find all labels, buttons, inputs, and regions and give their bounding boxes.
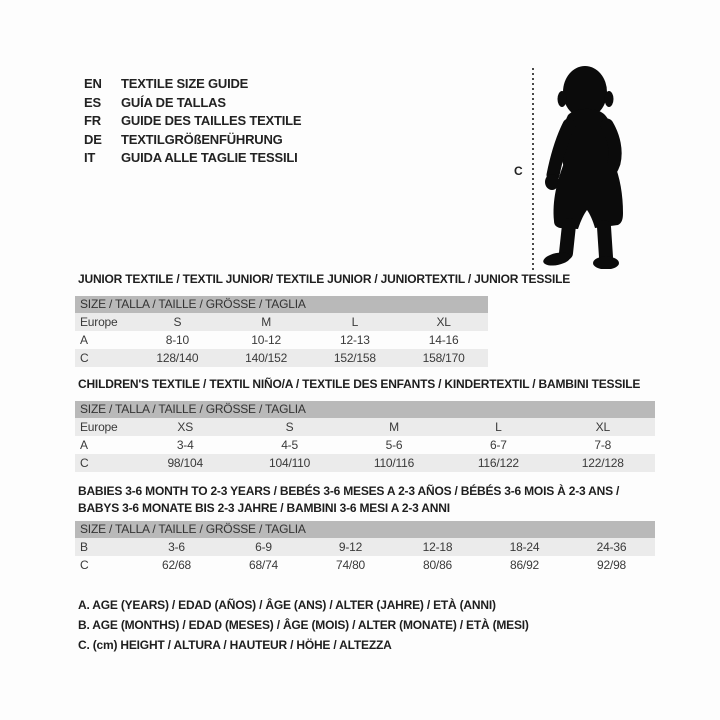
row-label: Europe xyxy=(80,420,118,434)
size-value: 104/110 xyxy=(269,456,311,470)
height-measure-label: C xyxy=(514,164,523,178)
table-row xyxy=(75,538,655,556)
size-header-bar: SIZE / TALLA / TAILLE / GRÖSSE / TAGLIA xyxy=(75,401,655,418)
language-label: TEXTILGRÖßENFÜHRUNG xyxy=(121,131,283,147)
language-row xyxy=(84,149,301,168)
junior-size-table xyxy=(75,296,488,367)
size-value: 98/104 xyxy=(167,456,203,470)
babies-table xyxy=(75,538,655,574)
size-value: 110/116 xyxy=(373,456,415,470)
table-row xyxy=(75,349,488,367)
size-value: 80/86 xyxy=(422,558,453,572)
size-value: M xyxy=(389,420,399,434)
table-row xyxy=(75,418,655,436)
row-label: C xyxy=(80,558,89,572)
size-value: S xyxy=(173,315,182,329)
size-value: 7-8 xyxy=(594,438,612,452)
measurement-legend xyxy=(78,595,529,655)
size-value: 3-4 xyxy=(176,438,194,452)
size-value: XL xyxy=(436,315,451,329)
size-value: L xyxy=(351,315,359,329)
size-value: 152/158 xyxy=(333,351,376,365)
babies-size-table xyxy=(75,521,655,574)
junior-table xyxy=(75,313,488,367)
size-value: 8-10 xyxy=(165,333,189,347)
size-value: 3-6 xyxy=(168,540,185,554)
size-value: 116/122 xyxy=(477,456,519,470)
babies-section-heading xyxy=(78,483,619,517)
children-section-heading: CHILDREN'S TEXTILE / TEXTIL NIÑO/A / TEXTILE DES ENFANTS / KINDERTEXTIL / BAMBINI TESSILE xyxy=(78,377,641,391)
language-list xyxy=(84,75,301,168)
language-label: GUÍA DE TALLAS xyxy=(121,94,226,110)
language-code: IT xyxy=(84,150,96,165)
size-value: S xyxy=(285,420,294,434)
size-value: 128/140 xyxy=(156,351,199,365)
language-code: ES xyxy=(84,94,101,110)
size-value: 24-36 xyxy=(596,540,627,554)
size-value: M xyxy=(261,315,272,329)
size-value: 18-24 xyxy=(509,540,540,554)
babies-heading-line-2: BABYS 3-6 MONATE BIS 2-3 JAHRE / BAMBINI 3-6 MESI A 2-3 ANNI xyxy=(78,501,450,515)
size-value: 122/128 xyxy=(581,456,624,470)
size-header-bar: SIZE / TALLA / TAILLE / GRÖSSE / TAGLIA xyxy=(75,296,488,313)
row-label: C xyxy=(80,351,89,365)
size-value: 10-12 xyxy=(251,333,281,347)
size-value: 6-9 xyxy=(255,540,272,554)
table-row xyxy=(75,454,655,472)
junior-section-heading: JUNIOR TEXTILE / TEXTIL JUNIOR/ TEXTILE JUNIOR / JUNIORTEXTIL / JUNIOR TESSILE xyxy=(78,272,571,286)
children-size-table xyxy=(75,401,655,472)
size-value: 92/98 xyxy=(596,558,627,572)
row-label: Europe xyxy=(80,315,118,329)
size-header-bar: SIZE / TALLA / TAILLE / GRÖSSE / TAGLIA xyxy=(75,521,655,538)
size-value: 12-13 xyxy=(340,333,370,347)
language-label: TEXTILE SIZE GUIDE xyxy=(121,76,249,91)
toddler-silhouette-shape xyxy=(542,66,623,269)
language-code: FR xyxy=(84,113,101,128)
table-row xyxy=(75,313,488,331)
row-label: A xyxy=(80,333,88,347)
size-value: 140/152 xyxy=(245,351,288,365)
language-label: GUIDE DES TAILLES TEXTILE xyxy=(121,113,302,128)
language-row xyxy=(84,94,301,113)
size-value: L xyxy=(495,420,502,434)
legend-line-c: C. (cm) HEIGHT / ALTURA / HAUTEUR / HÖHE / ALTEZZA xyxy=(78,638,392,652)
height-measure-dotted-line xyxy=(532,68,534,270)
toddler-silhouette-image xyxy=(538,63,638,269)
table-row xyxy=(75,331,488,349)
size-value: 158/170 xyxy=(422,351,465,365)
size-value: XL xyxy=(595,420,610,434)
babies-heading-line-1: BABIES 3-6 MONTH TO 2-3 YEARS / BEBÉS 3-6 MESES A 2-3 AÑOS / BÉBÉS 3-6 MOIS À 2-3 ANS / xyxy=(78,484,620,498)
language-code: EN xyxy=(84,76,102,91)
language-row xyxy=(84,131,301,150)
row-label: A xyxy=(80,438,88,452)
size-value: 6-7 xyxy=(489,438,507,452)
legend-line-a: A. AGE (YEARS) / EDAD (AÑOS) / ÂGE (ANS) / ALTER (JAHRE) / ETÀ (ANNI) xyxy=(78,598,496,612)
row-label: C xyxy=(80,456,89,470)
size-value: 4-5 xyxy=(281,438,298,452)
size-value: 62/68 xyxy=(161,558,192,572)
size-value: 5-6 xyxy=(385,438,403,452)
size-value: 9-12 xyxy=(338,540,363,554)
size-value: 12-18 xyxy=(422,540,453,554)
size-value: 86/92 xyxy=(509,558,540,572)
size-value: XS xyxy=(177,420,193,434)
size-value: 14-16 xyxy=(428,333,459,347)
row-label: B xyxy=(80,540,88,554)
legend-line-b: B. AGE (MONTHS) / EDAD (MESES) / ÂGE (MOIS) / ALTER (MONATE) / ETÀ (MESI) xyxy=(78,618,529,632)
table-row xyxy=(75,436,655,454)
language-label: GUIDA ALLE TAGLIE TESSILI xyxy=(121,150,298,165)
language-row xyxy=(84,75,301,94)
table-row xyxy=(75,556,655,574)
size-value: 74/80 xyxy=(335,558,366,572)
size-value: 68/74 xyxy=(248,558,279,572)
children-table xyxy=(75,418,655,472)
language-code: DE xyxy=(84,131,102,147)
language-row xyxy=(84,112,301,131)
